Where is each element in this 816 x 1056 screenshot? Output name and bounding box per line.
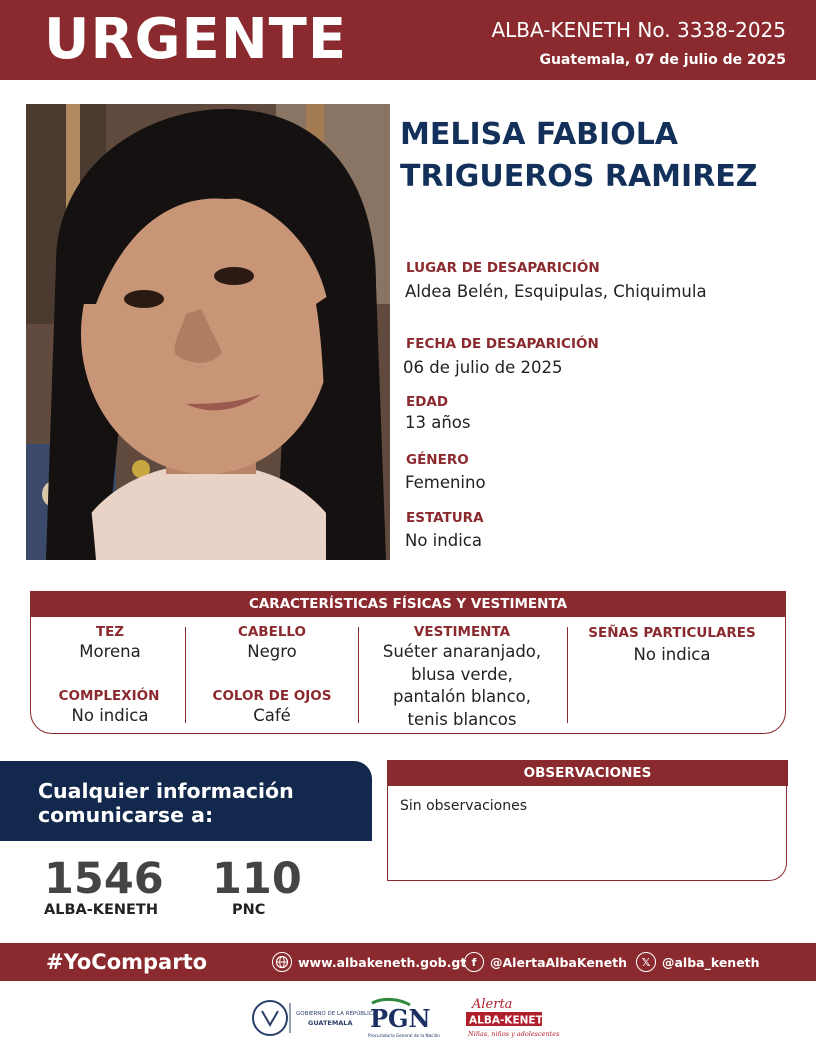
globe-icon	[272, 952, 292, 972]
column-divider	[567, 627, 568, 723]
header-bar	[0, 0, 816, 80]
name-line-2: TRIGUEROS RAMIREZ	[400, 159, 758, 194]
gender-label: GÉNERO	[406, 452, 469, 468]
characteristics-title: CARACTERÍSTICAS FÍSICAS Y VESTIMENTA	[30, 591, 786, 617]
name-line-1: MELISA FABIOLA	[400, 117, 679, 152]
urgent-title: URGENTE	[44, 7, 348, 72]
person-photo	[26, 104, 390, 560]
phone-alba-keneth: 1546	[44, 854, 164, 904]
eye-color-label: COLOR DE OJOS	[212, 688, 332, 704]
x-text: @alba_keneth	[662, 954, 760, 970]
age-label: EDAD	[406, 394, 449, 410]
alert-number: ALBA-KENETH No. 3338-2025	[491, 18, 786, 42]
person-name	[400, 114, 810, 198]
phone-pnc-label: PNC	[232, 902, 266, 918]
complexion-value: No indica	[71, 706, 149, 725]
date-label: FECHA DE DESAPARICIÓN	[406, 336, 599, 352]
place-label: LUGAR DE DESAPARICIÓN	[406, 260, 600, 276]
contact-line-1: Cualquier información	[38, 779, 294, 803]
hair-label: CABELLO	[237, 624, 307, 640]
phone-pnc: 110	[212, 854, 302, 904]
eye-color-value: Café	[253, 706, 291, 725]
x-icon: 𝕏	[636, 952, 656, 972]
pgn-subtext: Procuraduría General de la Nación	[368, 1033, 440, 1038]
website-text: www.albakeneth.gob.gt	[298, 954, 467, 970]
complexion-label: COMPLEXIÓN	[58, 688, 160, 704]
facebook-link[interactable]	[464, 951, 627, 973]
hair-value: Negro	[247, 642, 297, 661]
date-value: 06 de julio de 2025	[403, 358, 563, 377]
contact-banner	[0, 761, 372, 841]
clothing-label: VESTIMENTA	[413, 624, 511, 640]
place-value: Aldea Belén, Esquipulas, Chiquimula	[405, 282, 707, 301]
website-link[interactable]	[272, 951, 466, 973]
contact-text	[38, 779, 294, 827]
clothing-line: blusa verde,	[411, 664, 513, 684]
facebook-text: @AlertaAlbaKeneth	[490, 954, 628, 970]
clothing-line: tenis blancos	[407, 709, 517, 729]
clothing-line: Suéter anaranjado,	[382, 642, 542, 661]
place-date: Guatemala, 07 de julio de 2025	[539, 52, 786, 68]
clothing-value	[362, 641, 562, 731]
observations-title: OBSERVACIONES	[387, 760, 788, 786]
government-logo	[250, 995, 377, 1045]
column-divider	[185, 627, 186, 723]
hashtag: #YoComparto	[46, 950, 208, 974]
height-value: No indica	[405, 531, 482, 550]
x-link[interactable]	[636, 951, 760, 973]
tez-label: TEZ	[95, 624, 125, 640]
height-label: ESTATURA	[406, 510, 484, 526]
column-divider	[358, 627, 359, 723]
contact-line-2: comunicarse a:	[38, 803, 214, 827]
age-value: 13 años	[405, 413, 471, 432]
footer-bar	[0, 943, 816, 981]
alerta-main-text: ALBA-KENETH	[469, 1014, 552, 1027]
observations-text: Sin observaciones	[400, 798, 528, 814]
gender-value: Femenino	[405, 473, 486, 492]
alerta-sub-text: Niñas, niños y adolescentes	[468, 1030, 560, 1038]
pgn-text: PGN	[370, 1004, 431, 1033]
marks-label: SEÑAS PARTICULARES	[588, 625, 756, 641]
clothing-line: pantalón blanco,	[392, 687, 532, 706]
gov-line-2: GUATEMALA	[308, 1019, 353, 1027]
tez-value: Morena	[79, 642, 141, 661]
facebook-icon: f	[464, 952, 484, 972]
gov-line-1: GOBIERNO DE LA REPÚBLICA	[296, 1011, 377, 1017]
marks-value: No indica	[633, 645, 711, 664]
alerta-alba-keneth-logo	[466, 995, 560, 1045]
phone-alba-keneth-label: ALBA-KENETH	[44, 902, 158, 918]
alerta-top-text: Alerta	[472, 997, 513, 1012]
pgn-logo	[364, 995, 454, 1045]
